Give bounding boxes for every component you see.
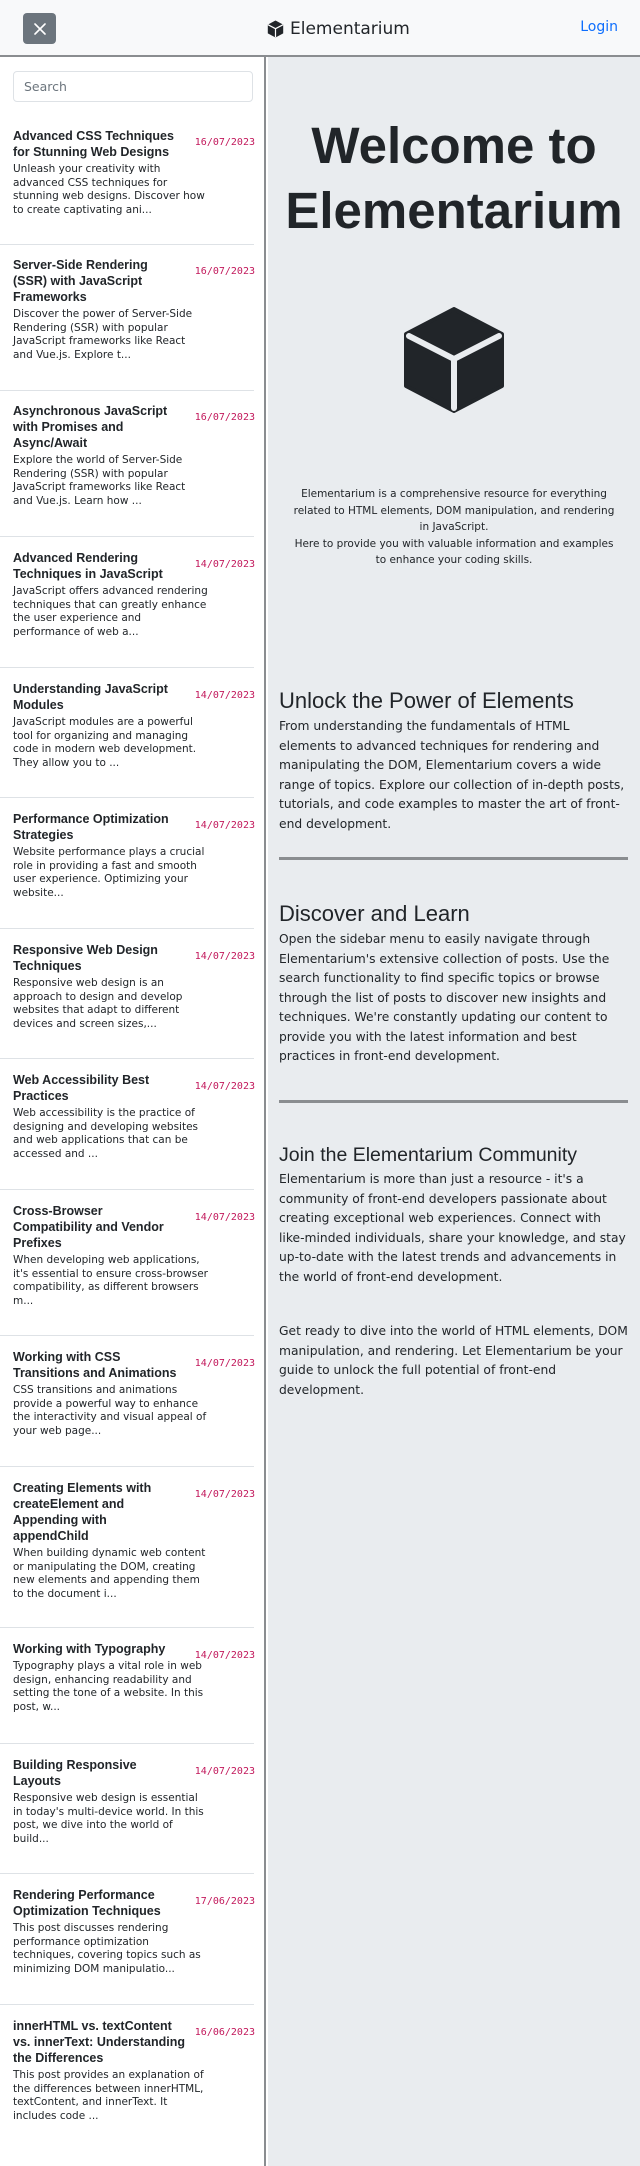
post-title: Working with Typography — [13, 1642, 166, 1656]
section-community — [279, 1142, 629, 1287]
top-navbar — [0, 0, 640, 57]
section-body: Open the sidebar menu to easily navigate through Elementarium's extensive collection of posts. Use the search functionality to find specific topics or browse through the list of posts to discover new insights and techniques. We're constantly updating our content to provide you with the latest information and best practices in front-end development. — [279, 932, 610, 1063]
intro-line: Here to provide you with valuable information and examples to enhance your coding skills. — [294, 537, 614, 566]
post-item[interactable] — [13, 1203, 253, 1308]
section-discover — [279, 900, 629, 1067]
section-unlock — [279, 687, 629, 834]
post-excerpt: When developing web applications, it's essential to ensure cross-browser compatibility, as different browsers m... — [13, 1254, 208, 1307]
post-item[interactable] — [13, 2018, 253, 2123]
post-title: Creating Elements with createElement and Appending with appendChild — [13, 1481, 152, 1543]
post-title: Asynchronous JavaScript with Promises and Async/Await — [13, 404, 168, 450]
divider — [0, 1335, 254, 1336]
post-item[interactable] — [13, 550, 253, 639]
post-date: 14/07/2023 — [194, 690, 255, 701]
divider — [0, 1743, 254, 1744]
post-title: Web Accessibility Best Practices — [13, 1073, 150, 1103]
post-date: 14/07/2023 — [194, 951, 255, 962]
section-body: Elementarium is more than just a resource - it's a community of front-end developers passionate about creating exceptional web experiences. Connect with like-minded individuals, share your knowledge, and stay up-to-date with the latest trends and advancements in the world of front-end development. — [279, 1172, 626, 1284]
intro-line: Elementarium is a comprehensive resource for everything related to HTML elements, DOM manipulation, and rendering in JavaScript. — [293, 488, 615, 533]
search-box — [13, 71, 253, 102]
section-body: From understanding the fundamentals of HTML elements to advanced techniques for rendering and manipulating the DOM, Elementarium covers a wide range of topics. Explore our collection of in-depth posts, tutorials, and code examples to master the art of front-end development. — [279, 719, 625, 831]
post-item[interactable] — [13, 1641, 253, 1714]
divider — [0, 667, 254, 668]
post-excerpt: This post discusses rendering performance optimization techniques, covering topics such as minimizing DOM manipulatio... — [13, 1922, 201, 1975]
post-date: 16/07/2023 — [194, 412, 255, 423]
login-link[interactable]: Login — [580, 19, 618, 35]
post-title: Cross-Browser Compatibility and Vendor Prefixes — [13, 1204, 164, 1250]
post-excerpt: When building dynamic web content or manipulating the DOM, creating new elements and appending them to the document i... — [13, 1547, 206, 1600]
post-date: 17/06/2023 — [194, 1896, 255, 1907]
post-title: Server-Side Rendering (SSR) with JavaScript Frameworks — [13, 258, 148, 304]
divider — [0, 1627, 254, 1628]
post-title: innerHTML vs. textContent vs. innerText: Understanding the Differences — [13, 2019, 186, 2065]
post-date: 14/07/2023 — [194, 559, 255, 570]
sidebar — [0, 57, 266, 2166]
main-content — [268, 57, 640, 2166]
post-date: 14/07/2023 — [194, 1212, 255, 1223]
post-excerpt: Responsive web design is essential in today's multi-device world. In this post, we dive into the world of build... — [13, 1792, 204, 1845]
divider — [0, 390, 254, 391]
post-item[interactable] — [13, 1757, 253, 1846]
divider — [0, 244, 254, 245]
post-excerpt: JavaScript modules are a powerful tool for organizing and managing code in modern web development. They allow you to ... — [13, 716, 197, 769]
post-date: 14/07/2023 — [194, 1650, 255, 1661]
post-excerpt: Responsive web design is an approach to design and develop websites that adapt to different devices and screen sizes,... — [13, 977, 183, 1030]
post-excerpt: Web accessibility is the practice of designing and developing websites and web applications that can be accessed and ... — [13, 1107, 199, 1160]
brand-name: Elementarium — [290, 19, 410, 39]
divider — [0, 1466, 254, 1467]
post-title: Advanced CSS Techniques for Stunning Web Designs — [13, 129, 174, 159]
post-date: 14/07/2023 — [194, 1081, 255, 1092]
post-title: Performance Optimization Strategies — [13, 812, 169, 842]
post-date: 14/07/2023 — [194, 1766, 255, 1777]
cube-icon — [267, 20, 284, 38]
post-excerpt: This post provides an explanation of the differences between innerHTML, textContent, and innerText. It includes code ... — [13, 2069, 204, 2122]
post-item[interactable] — [13, 257, 253, 362]
post-date: 16/07/2023 — [194, 137, 255, 148]
post-title: Responsive Web Design Techniques — [13, 943, 158, 973]
post-date: 14/07/2023 — [194, 820, 255, 831]
post-title: Building Responsive Layouts — [13, 1758, 137, 1788]
post-excerpt: Website performance plays a crucial role in providing a fast and smooth user experience. Optimizing your website... — [13, 846, 205, 899]
post-excerpt: Explore the world of Server-Side Rendering (SSR) with popular JavaScript frameworks like React and Vue.js. Learn how ... — [13, 454, 186, 507]
post-date: 16/06/2023 — [194, 2027, 255, 2038]
divider — [0, 928, 254, 929]
post-date: 16/07/2023 — [194, 266, 255, 277]
post-date: 14/07/2023 — [194, 1489, 255, 1500]
divider — [0, 797, 254, 798]
post-item[interactable] — [13, 403, 253, 508]
post-item[interactable] — [13, 128, 253, 217]
post-item[interactable] — [13, 1480, 253, 1601]
post-item[interactable] — [13, 1887, 253, 1976]
divider — [0, 1058, 254, 1059]
post-item[interactable] — [13, 681, 253, 770]
post-title: Working with CSS Transitions and Animations — [13, 1350, 177, 1380]
post-title: Advanced Rendering Techniques in JavaScript — [13, 551, 163, 581]
divider — [0, 1189, 254, 1190]
intro-text — [288, 486, 620, 569]
post-item[interactable] — [13, 1072, 253, 1161]
divider — [0, 1873, 254, 1874]
cube-icon — [401, 307, 507, 413]
post-excerpt: Typography plays a vital role in web design, enhancing readability and setting the tone of a website. In this post, w... — [13, 1660, 204, 1713]
close-sidebar-button[interactable] — [23, 13, 56, 44]
close-icon — [34, 23, 46, 35]
divider — [0, 2004, 254, 2005]
post-item[interactable] — [13, 1349, 253, 1438]
post-excerpt: JavaScript offers advanced rendering techniques that can greatly enhance the user experience and performance of web a... — [13, 585, 208, 638]
post-excerpt: Unleash your creativity with advanced CSS techniques for stunning web designs. Discover how to create captivating ani... — [13, 163, 205, 216]
closing-text: Get ready to dive into the world of HTML elements, DOM manipulation, and rendering. Let Elementarium be your guide to unlock the full potential of front-end development. — [279, 1324, 628, 1397]
page-title: Welcome to Elementarium — [285, 117, 623, 239]
post-excerpt: CSS transitions and animations provide a powerful way to enhance the interactivity and visual appeal of your web page... — [13, 1384, 207, 1437]
divider — [0, 536, 254, 537]
post-item[interactable] — [13, 811, 253, 900]
post-excerpt: Discover the power of Server-Side Rendering (SSR) with popular JavaScript frameworks like React and Vue.js. Explore t... — [13, 308, 193, 361]
post-title: Rendering Performance Optimization Techniques — [13, 1888, 161, 1918]
search-input[interactable] — [14, 72, 252, 101]
section-divider — [279, 1100, 628, 1103]
section-heading: Unlock the Power of Elements — [279, 688, 574, 713]
post-title: Understanding JavaScript Modules — [13, 682, 168, 712]
section-divider — [279, 857, 628, 860]
post-date: 14/07/2023 — [194, 1358, 255, 1369]
section-heading: Discover and Learn — [279, 901, 470, 926]
section-heading: Join the Elementarium Community — [279, 1144, 578, 1166]
brand-link[interactable] — [267, 15, 410, 43]
post-item[interactable] — [13, 942, 253, 1031]
